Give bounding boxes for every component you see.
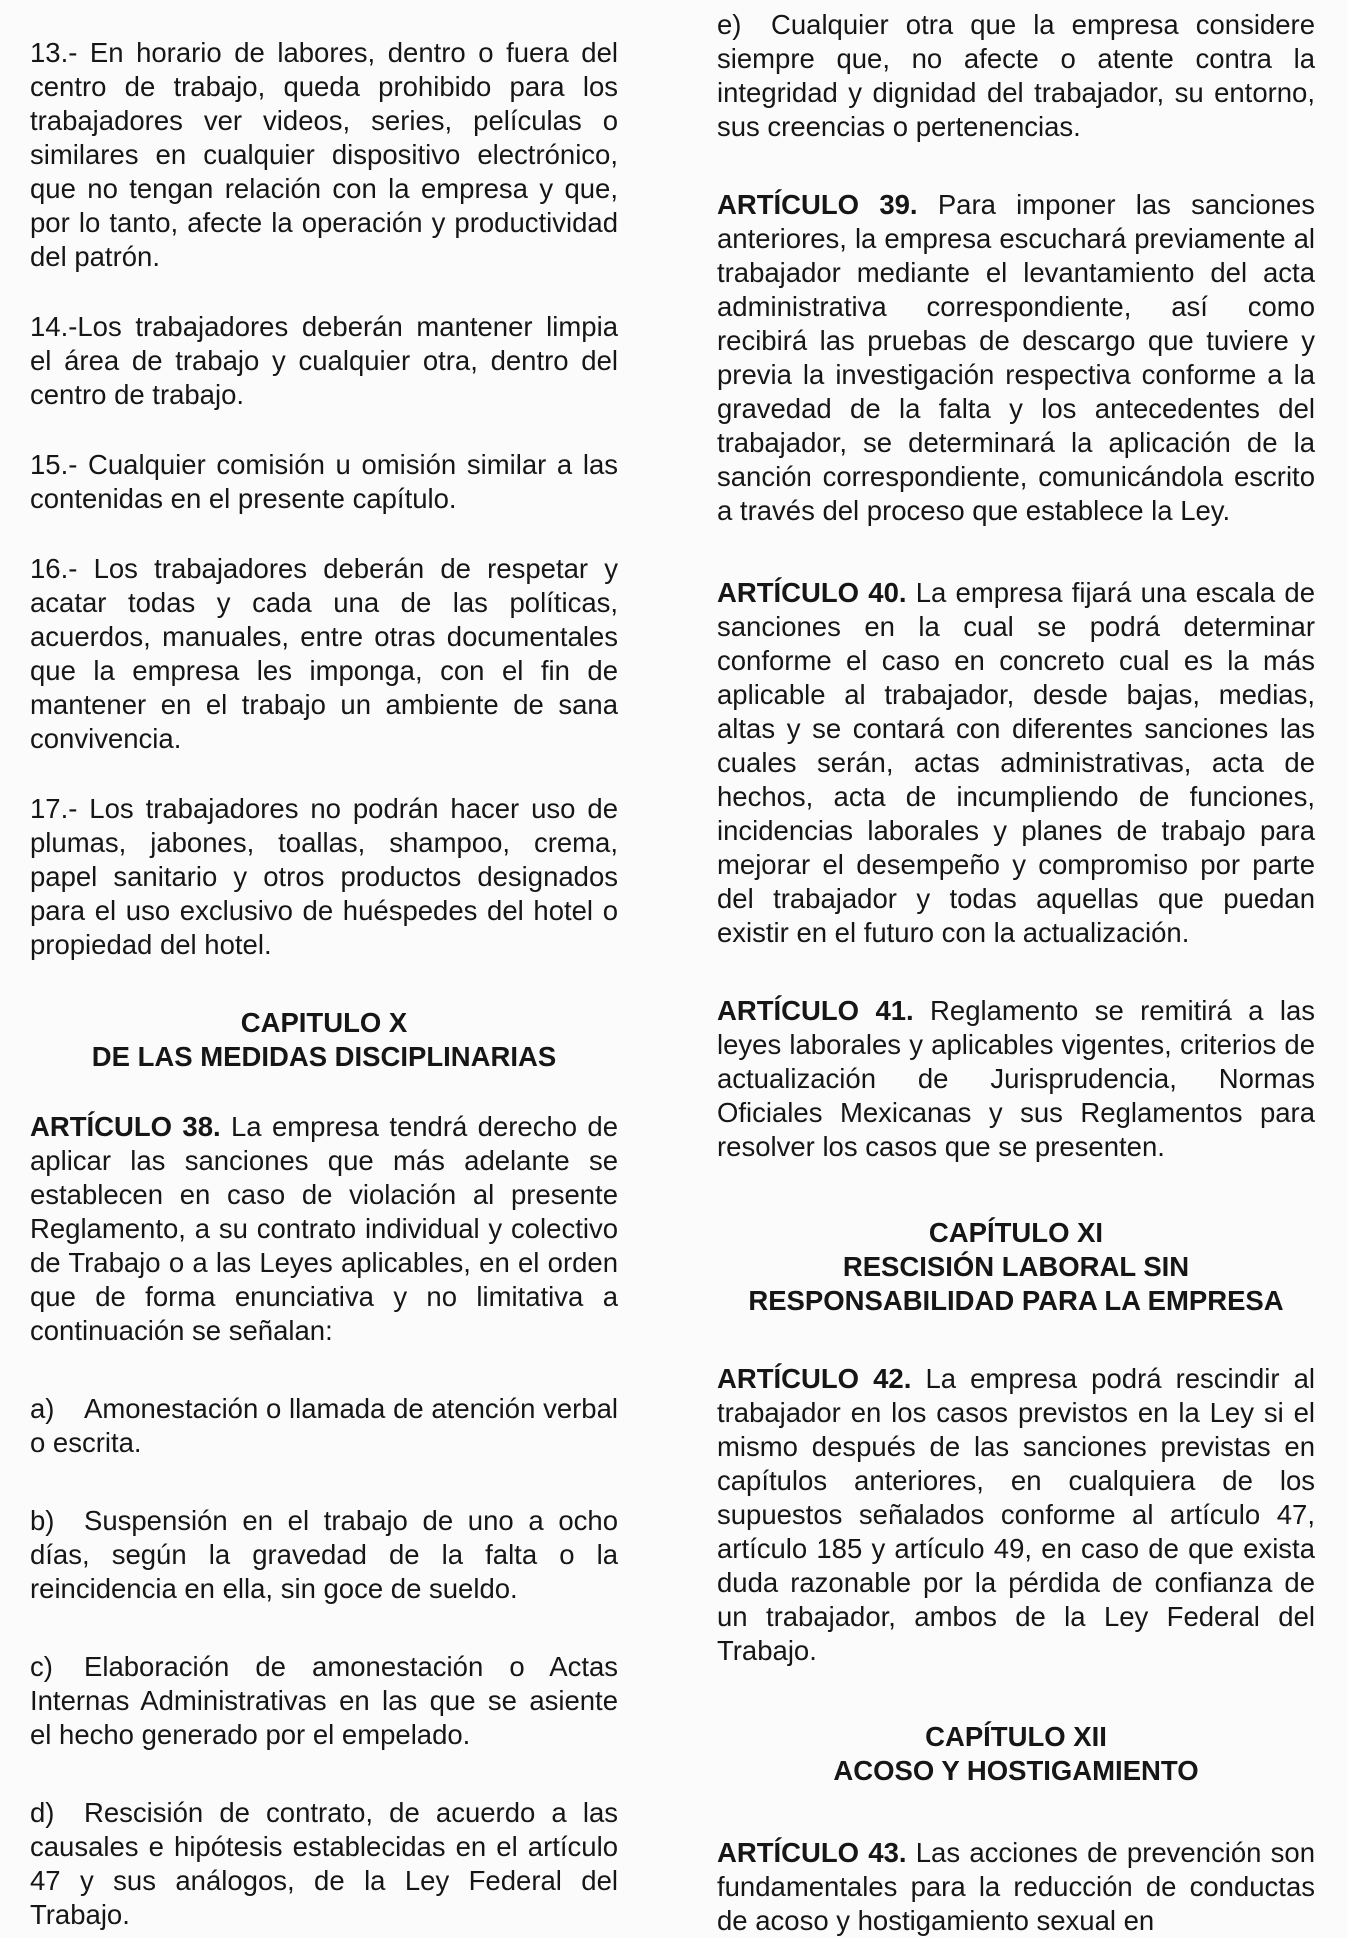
article-38-label: ARTÍCULO 38.	[30, 1111, 221, 1142]
left-column	[30, 0, 618, 1932]
chapter-x-title: CAPITULO X	[240, 1007, 408, 1038]
sanction-a-label: a)	[30, 1393, 55, 1424]
article-43-label: ARTÍCULO 43.	[717, 1837, 907, 1868]
sanction-c-text: Elaboración de amonestación o Actas Internas Administrativas en las que se asiente el hecho generado por el empelado.	[30, 1651, 618, 1750]
article-40-label: ARTÍCULO 40.	[717, 577, 907, 608]
rule-17: 17.- Los trabajadores no podrán hacer uso de plumas, jabones, toallas, shampoo, crema, papel sanitario y otros productos designados para el uso exclusivo de huéspedes del hotel o propiedad del hotel.	[30, 793, 618, 960]
article-43	[717, 1836, 1315, 1938]
sanction-e	[717, 8, 1315, 144]
sanction-a-text: Amonestación o llamada de atención verbal o escrita.	[30, 1393, 618, 1458]
article-40	[717, 576, 1315, 950]
chapter-xii-subtitle: ACOSO Y HOSTIGAMIENTO	[833, 1755, 1199, 1786]
chapter-x-heading	[30, 1006, 618, 1074]
article-42	[717, 1362, 1315, 1668]
rule-16: 16.- Los trabajadores deberán de respetar y acatar todas y cada una de las políticas, acuerdos, manuales, entre otras documentales que la empresa les imponga, con el fin de mantener en el trabajo un ambiente de sana convivencia.	[30, 553, 618, 754]
right-column	[717, 0, 1315, 1938]
chapter-xi-title: CAPÍTULO XI	[928, 1217, 1104, 1248]
sanction-c	[30, 1650, 618, 1752]
article-39	[717, 188, 1315, 528]
sanction-c-label: c)	[30, 1651, 53, 1682]
article-41	[717, 994, 1315, 1164]
article-38	[30, 1110, 618, 1348]
article-41-text: Reglamento se remitirá a las leyes laborales y aplicables vigentes, criterios de actualización de Jurisprudencia, Normas Oficiales Mexicanas y sus Reglamentos para resolver los casos que se presenten.	[717, 995, 1315, 1162]
article-42-label: ARTÍCULO 42.	[717, 1363, 912, 1394]
rule-14: 14.-Los trabajadores deberán mantener limpia el área de trabajo y cualquier otra, dentro del centro de trabajo.	[30, 311, 618, 410]
chapter-xi-subtitle-1: RESCISIÓN LABORAL SIN	[842, 1251, 1190, 1282]
rule-13: 13.- En horario de labores, dentro o fuera del centro de trabajo, queda prohibido para los trabajadores ver videos, series, películas o similares en cualquier dispositivo electrónico, que no tengan relación con la empresa y que, por lo tanto, afecte la operación y productividad del patrón.	[30, 37, 618, 272]
chapter-xii-heading	[717, 1720, 1315, 1788]
article-38-text: La empresa tendrá derecho de aplicar las sanciones que más adelante se establecen en caso de violación al presente Reglamento, a su contrato individual y colectivo de Trabajo o a las Leyes aplicables, en el orden que de forma enunciativa y no limitativa a continuación se señalan:	[30, 1111, 618, 1346]
sanction-d	[30, 1796, 618, 1932]
sanction-d-label: d)	[30, 1797, 55, 1828]
sanction-d-text: Rescisión de contrato, de acuerdo a las causales e hipótesis establecidas en el artículo 47 y sus análogos, de la Ley Federal del Trabajo.	[30, 1797, 618, 1930]
article-40-text: La empresa fijará una escala de sanciones en la cual se podrá determinar conforme el caso en concreto cual es la más aplicable al trabajador, desde bajas, medias, altas y se contará con diferentes sanciones las cuales serán, actas administrativas, acta de hechos, acta de incumpliendo de funciones, incidencias laborales y planes de trabajo para mejorar el desempeño y compromiso por parte del trabajador y todas aquellas que puedan existir en el futuro con la actualización.	[717, 577, 1315, 948]
sanction-b-label: b)	[30, 1505, 55, 1536]
article-39-label: ARTÍCULO 39.	[717, 189, 918, 220]
rule-15: 15.- Cualquier comisión u omisión similar a las contenidas en el presente capítulo.	[30, 449, 618, 514]
article-43-text: Las acciones de prevención son fundamentales para la reducción de conductas de acoso y hostigamiento sexual en	[717, 1837, 1315, 1936]
chapter-x-subtitle: DE LAS MEDIDAS DISCIPLINARIAS	[91, 1041, 557, 1072]
chapter-xi-heading	[717, 1216, 1315, 1318]
sanction-e-label: e)	[717, 9, 742, 40]
sanction-a	[30, 1392, 618, 1460]
article-42-text: La empresa podrá rescindir al trabajador en los casos previstos en la Ley si el mismo después de las sanciones previstas en capítulos anteriores, en cualquiera de los supuestos señalados conforme al artículo 47, artículo 185 y artículo 49, en caso de que exista duda razonable por la pérdida de confianza de un trabajador, ambos de la Ley Federal del Trabajo.	[717, 1363, 1315, 1666]
sanction-b-text: Suspensión en el trabajo de uno a ocho días, según la gravedad de la falta o la reincidencia en ella, sin goce de sueldo.	[30, 1505, 618, 1604]
article-41-label: ARTÍCULO 41.	[717, 995, 914, 1026]
sanction-e-text: Cualquier otra que la empresa considere siempre que, no afecte o atente contra la integridad y dignidad del trabajador, su entorno, sus creencias o pertenencias.	[717, 9, 1315, 142]
chapter-xii-title: CAPÍTULO XII	[925, 1721, 1107, 1752]
chapter-xi-subtitle-2: RESPONSABILIDAD PARA LA EMPRESA	[748, 1285, 1284, 1316]
sanction-b	[30, 1504, 618, 1606]
article-39-text: Para imponer las sanciones anteriores, la empresa escuchará previamente al trabajador mediante el levantamiento del acta administrativa correspondiente, así como recibirá las pruebas de descargo que tuviere y previa la investigación respectiva conforme a la gravedad de la falta y los antecedentes del trabajador, se determinará la aplicación de la sanción correspondiente, comunicándola escrito a través del proceso que establece la Ley.	[717, 189, 1315, 526]
